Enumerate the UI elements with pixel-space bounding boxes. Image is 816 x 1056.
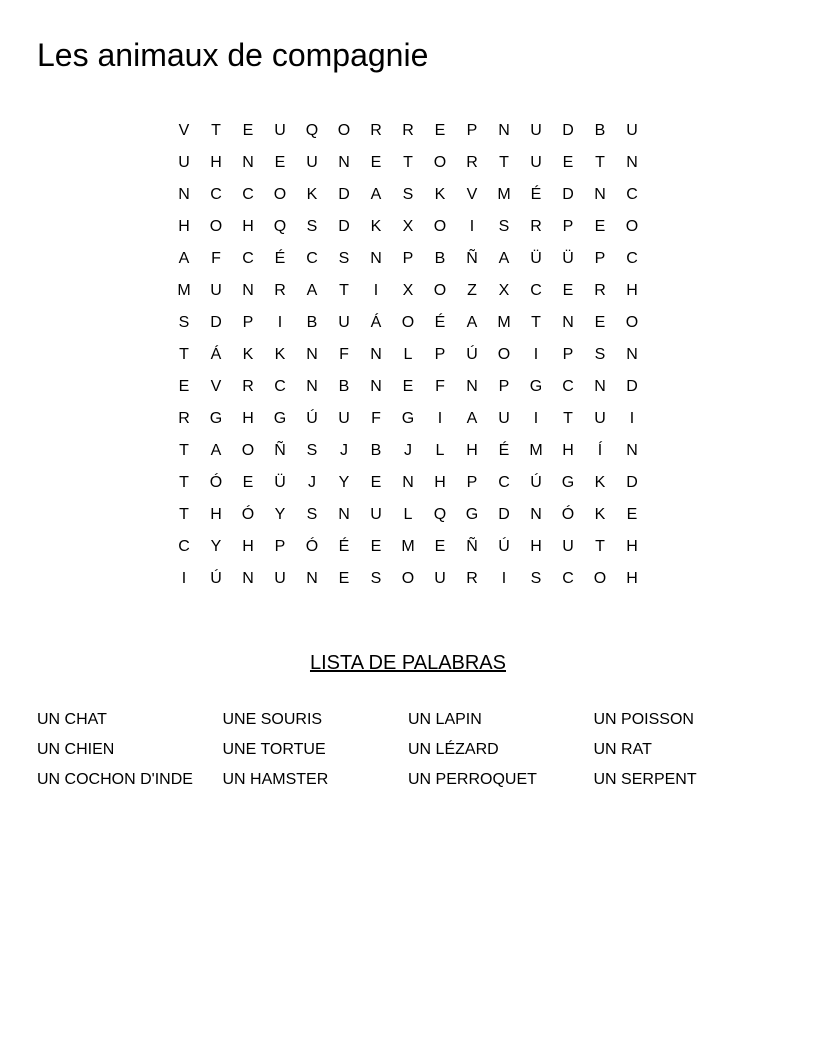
grid-letter: V <box>178 122 190 139</box>
grid-letter: J <box>404 442 412 459</box>
grid-letter: S <box>402 186 414 203</box>
grid-letter: K <box>306 186 318 203</box>
grid-letter: E <box>178 378 190 395</box>
grid-letter: Ó <box>305 538 319 555</box>
grid-letter: C <box>498 474 510 491</box>
grid-letter: I <box>437 410 443 427</box>
grid-row <box>168 115 648 147</box>
grid-letter: N <box>626 154 638 171</box>
grid-letter: S <box>306 442 318 459</box>
grid-letter: L <box>403 506 413 523</box>
grid-letter: A <box>370 186 382 203</box>
grid-letter: Á <box>210 346 222 363</box>
grid-letter: F <box>435 378 445 395</box>
grid-letter: D <box>562 122 574 139</box>
grid-row <box>168 531 648 563</box>
grid-letter: Ü <box>274 474 286 491</box>
grid-letter: Ó <box>561 506 575 523</box>
grid-letter: T <box>179 474 189 491</box>
grid-letter: D <box>338 186 350 203</box>
grid-row <box>168 499 648 531</box>
grid-letter: E <box>562 282 574 299</box>
grid-letter: G <box>561 474 575 491</box>
grid-letter: H <box>626 570 638 587</box>
word-list-item: UN HAMSTER <box>222 771 329 788</box>
word-list-item: UNE SOURIS <box>222 711 323 728</box>
grid-letter: U <box>626 122 638 139</box>
page-title: Les animaux de compagnie <box>37 37 429 73</box>
grid-letter: O <box>273 186 287 203</box>
grid-letter: K <box>242 346 254 363</box>
grid-letter: T <box>339 282 349 299</box>
grid-letter: E <box>562 154 574 171</box>
grid-letter: U <box>210 282 222 299</box>
grid-letter: Q <box>433 506 447 523</box>
grid-letter: F <box>339 346 349 363</box>
grid-letter: Ó <box>209 474 223 491</box>
grid-letter: I <box>629 410 635 427</box>
grid-letter: O <box>241 442 255 459</box>
grid-letter: T <box>211 122 221 139</box>
grid-row <box>168 435 648 467</box>
grid-letter: N <box>242 154 254 171</box>
grid-letter: R <box>402 122 414 139</box>
grid-letter: É <box>338 538 350 555</box>
grid-letter: A <box>178 250 190 267</box>
word-list-item: UN LÉZARD <box>408 741 499 758</box>
grid-letter: N <box>242 570 254 587</box>
grid-letter: N <box>594 186 606 203</box>
grid-letter: R <box>466 570 478 587</box>
grid-letter: T <box>563 410 573 427</box>
grid-row <box>168 403 648 435</box>
grid-row <box>168 563 648 595</box>
grid-letter: S <box>594 346 606 363</box>
grid-row <box>168 339 648 371</box>
grid-letter: H <box>434 474 446 491</box>
grid-letter: P <box>466 474 478 491</box>
grid-letter: R <box>242 378 254 395</box>
grid-letter: D <box>626 378 638 395</box>
grid-letter: P <box>242 314 254 331</box>
grid-letter: O <box>593 570 607 587</box>
grid-letter: S <box>306 218 318 235</box>
word-list-item: UN POISSON <box>593 711 694 728</box>
grid-letter: N <box>402 474 414 491</box>
grid-letter: E <box>242 474 254 491</box>
grid-letter: O <box>209 218 223 235</box>
grid-letter: H <box>210 506 222 523</box>
grid-letter: U <box>370 506 382 523</box>
grid-letter: Y <box>274 506 286 523</box>
grid-letter: G <box>529 378 543 395</box>
grid-letter: C <box>626 250 638 267</box>
grid-letter: Ñ <box>274 442 286 459</box>
grid-letter: S <box>178 314 190 331</box>
grid-letter: E <box>274 154 286 171</box>
grid-letter: N <box>594 378 606 395</box>
grid-letter: O <box>401 570 415 587</box>
grid-letter: C <box>210 186 222 203</box>
grid-letter: E <box>434 122 446 139</box>
word-list-item: UN SERPENT <box>593 771 697 788</box>
grid-letter: N <box>370 346 382 363</box>
grid-letter: Ü <box>562 250 574 267</box>
grid-letter: C <box>562 570 574 587</box>
grid-letter: U <box>434 570 446 587</box>
grid-letter: I <box>533 346 539 363</box>
grid-letter: J <box>340 442 348 459</box>
grid-letter: V <box>210 378 222 395</box>
grid-letter: D <box>338 218 350 235</box>
grid-letter: T <box>179 506 189 523</box>
grid-letter: N <box>306 570 318 587</box>
grid-letter: T <box>179 442 189 459</box>
grid-letter: N <box>530 506 542 523</box>
grid-letter: U <box>594 410 606 427</box>
grid-letter: O <box>625 218 639 235</box>
grid-letter: N <box>370 378 382 395</box>
grid-letter: U <box>562 538 574 555</box>
grid-letter: E <box>594 314 606 331</box>
grid-letter: K <box>274 346 286 363</box>
grid-letter: T <box>595 154 605 171</box>
grid-letter: T <box>531 314 541 331</box>
grid-letter: N <box>306 346 318 363</box>
grid-letter: Y <box>210 538 222 555</box>
grid-letter: E <box>370 474 382 491</box>
word-list-item: UN PERROQUET <box>408 771 537 788</box>
grid-letter: Ü <box>530 250 542 267</box>
word-list-heading-text: LISTA DE PALABRAS <box>309 652 506 674</box>
grid-row <box>168 243 648 275</box>
grid-letter: Á <box>370 314 382 331</box>
word-list-item: UN LAPIN <box>408 711 482 728</box>
grid-letter: R <box>530 218 542 235</box>
grid-letter: U <box>274 570 286 587</box>
grid-row <box>168 275 648 307</box>
grid-letter: G <box>465 506 479 523</box>
grid-letter: A <box>306 282 318 299</box>
grid-letter: H <box>242 410 254 427</box>
grid-letter: O <box>337 122 351 139</box>
grid-letter: N <box>498 122 510 139</box>
grid-letter: É <box>530 186 542 203</box>
grid-row <box>168 467 648 499</box>
grid-letter: Ú <box>466 346 478 363</box>
grid-letter: C <box>242 186 254 203</box>
grid-letter: S <box>338 250 350 267</box>
word-list-item: UN COCHON D'INDE <box>37 771 193 788</box>
grid-letter: C <box>306 250 318 267</box>
grid-letter: É <box>434 314 446 331</box>
grid-letter: K <box>594 474 606 491</box>
grid-letter: H <box>626 282 638 299</box>
grid-letter: I <box>469 218 475 235</box>
grid-letter: O <box>433 282 447 299</box>
grid-letter: Q <box>305 122 319 139</box>
grid-letter: O <box>433 218 447 235</box>
grid-letter: D <box>498 506 510 523</box>
grid-row <box>168 371 648 403</box>
grid-letter: U <box>530 122 542 139</box>
grid-letter: U <box>178 154 190 171</box>
grid-letter: L <box>403 346 413 363</box>
grid-letter: Ó <box>241 506 255 523</box>
grid-letter: N <box>338 154 350 171</box>
grid-letter: M <box>497 186 511 203</box>
grid-letter: B <box>338 378 350 395</box>
grid-row <box>168 307 648 339</box>
grid-letter: H <box>242 218 254 235</box>
grid-letter: H <box>210 154 222 171</box>
grid-letter: P <box>594 250 606 267</box>
grid-letter: R <box>466 154 478 171</box>
grid-letter: Ú <box>210 570 222 587</box>
grid-letter: F <box>371 410 381 427</box>
grid-letter: Ú <box>306 410 318 427</box>
grid-letter: O <box>401 314 415 331</box>
grid-letter: M <box>401 538 415 555</box>
grid-letter: P <box>434 346 446 363</box>
grid-letter: F <box>211 250 221 267</box>
grid-letter: B <box>306 314 318 331</box>
grid-letter: C <box>178 538 190 555</box>
grid-letter: I <box>501 570 507 587</box>
grid-letter: P <box>498 378 510 395</box>
grid-letter: M <box>177 282 191 299</box>
grid-letter: H <box>626 538 638 555</box>
grid-letter: N <box>370 250 382 267</box>
grid-letter: C <box>274 378 286 395</box>
grid-letter: U <box>530 154 542 171</box>
grid-letter: B <box>594 122 606 139</box>
grid-letter: C <box>562 378 574 395</box>
word-list-item: UN CHAT <box>37 711 107 728</box>
grid-letter: D <box>210 314 222 331</box>
grid-letter: P <box>402 250 414 267</box>
grid-letter: I <box>373 282 379 299</box>
grid-letter: T <box>595 538 605 555</box>
grid-letter: Ñ <box>466 538 478 555</box>
grid-letter: P <box>466 122 478 139</box>
grid-letter: S <box>306 506 318 523</box>
grid-letter: N <box>466 378 478 395</box>
grid-letter: C <box>530 282 542 299</box>
word-list-item: UN CHIEN <box>37 741 115 758</box>
grid-letter: X <box>498 282 510 299</box>
grid-letter: R <box>178 410 190 427</box>
grid-letter: U <box>274 122 286 139</box>
grid-letter: N <box>626 442 638 459</box>
grid-letter: T <box>179 346 189 363</box>
grid-letter: O <box>497 346 511 363</box>
grid-letter: E <box>402 378 414 395</box>
grid-letter: C <box>242 250 254 267</box>
grid-letter: I <box>533 410 539 427</box>
grid-letter: B <box>434 250 446 267</box>
grid-letter: P <box>274 538 286 555</box>
grid-letter: N <box>306 378 318 395</box>
grid-letter: V <box>466 186 478 203</box>
grid-letter: Ú <box>530 474 542 491</box>
grid-letter: S <box>498 218 510 235</box>
grid-letter: O <box>625 314 639 331</box>
grid-row <box>168 211 648 243</box>
grid-letter: I <box>181 570 187 587</box>
grid-letter: A <box>466 410 478 427</box>
grid-letter: H <box>178 218 190 235</box>
grid-letter: S <box>370 570 382 587</box>
grid-letter: G <box>401 410 415 427</box>
grid-letter: É <box>274 250 286 267</box>
grid-letter: S <box>530 570 542 587</box>
grid-letter: R <box>370 122 382 139</box>
grid-letter: A <box>498 250 510 267</box>
grid-row <box>168 147 648 179</box>
grid-letter: E <box>338 570 350 587</box>
grid-letter: Z <box>467 282 477 299</box>
grid-letter: K <box>370 218 382 235</box>
grid-letter: R <box>274 282 286 299</box>
grid-letter: Í <box>597 442 603 459</box>
word-list-heading <box>0 650 816 676</box>
grid-letter: D <box>626 474 638 491</box>
grid-letter: H <box>530 538 542 555</box>
grid-letter: É <box>498 442 510 459</box>
grid-letter: P <box>562 218 574 235</box>
grid-letter: K <box>434 186 446 203</box>
grid-letter: G <box>209 410 223 427</box>
grid-letter: X <box>402 218 414 235</box>
grid-letter: N <box>626 346 638 363</box>
grid-letter: E <box>370 154 382 171</box>
grid-letter: D <box>562 186 574 203</box>
grid-letter: B <box>370 442 382 459</box>
letter-grid <box>168 115 648 595</box>
grid-letter: E <box>370 538 382 555</box>
grid-letter: J <box>308 474 316 491</box>
grid-letter: P <box>562 346 574 363</box>
grid-letter: E <box>242 122 254 139</box>
grid-letter: K <box>594 506 606 523</box>
grid-letter: N <box>178 186 190 203</box>
grid-letter: R <box>594 282 606 299</box>
grid-letter: E <box>434 538 446 555</box>
grid-letter: M <box>497 314 511 331</box>
grid-letter: A <box>210 442 222 459</box>
grid-letter: Y <box>338 474 350 491</box>
grid-letter: M <box>529 442 543 459</box>
grid-letter: N <box>562 314 574 331</box>
grid-letter: U <box>306 154 318 171</box>
word-list <box>37 707 797 797</box>
grid-letter: E <box>626 506 638 523</box>
grid-letter: Ú <box>498 538 510 555</box>
grid-letter: E <box>594 218 606 235</box>
grid-letter: H <box>562 442 574 459</box>
grid-letter: U <box>338 314 350 331</box>
grid-letter: L <box>435 442 445 459</box>
grid-letter: U <box>338 410 350 427</box>
word-list-item: UN RAT <box>593 741 652 758</box>
grid-letter: Ñ <box>466 250 478 267</box>
grid-letter: N <box>242 282 254 299</box>
grid-letter: H <box>242 538 254 555</box>
grid-letter: O <box>433 154 447 171</box>
grid-row <box>168 179 648 211</box>
grid-letter: U <box>498 410 510 427</box>
grid-letter: G <box>273 410 287 427</box>
grid-letter: H <box>466 442 478 459</box>
grid-letter: T <box>499 154 509 171</box>
grid-letter: X <box>402 282 414 299</box>
grid-letter: I <box>277 314 283 331</box>
grid-letter: Q <box>273 218 287 235</box>
grid-letter: C <box>626 186 638 203</box>
word-list-item: UNE TORTUE <box>222 741 326 758</box>
grid-letter: N <box>338 506 350 523</box>
grid-letter: A <box>466 314 478 331</box>
grid-letter: T <box>403 154 413 171</box>
